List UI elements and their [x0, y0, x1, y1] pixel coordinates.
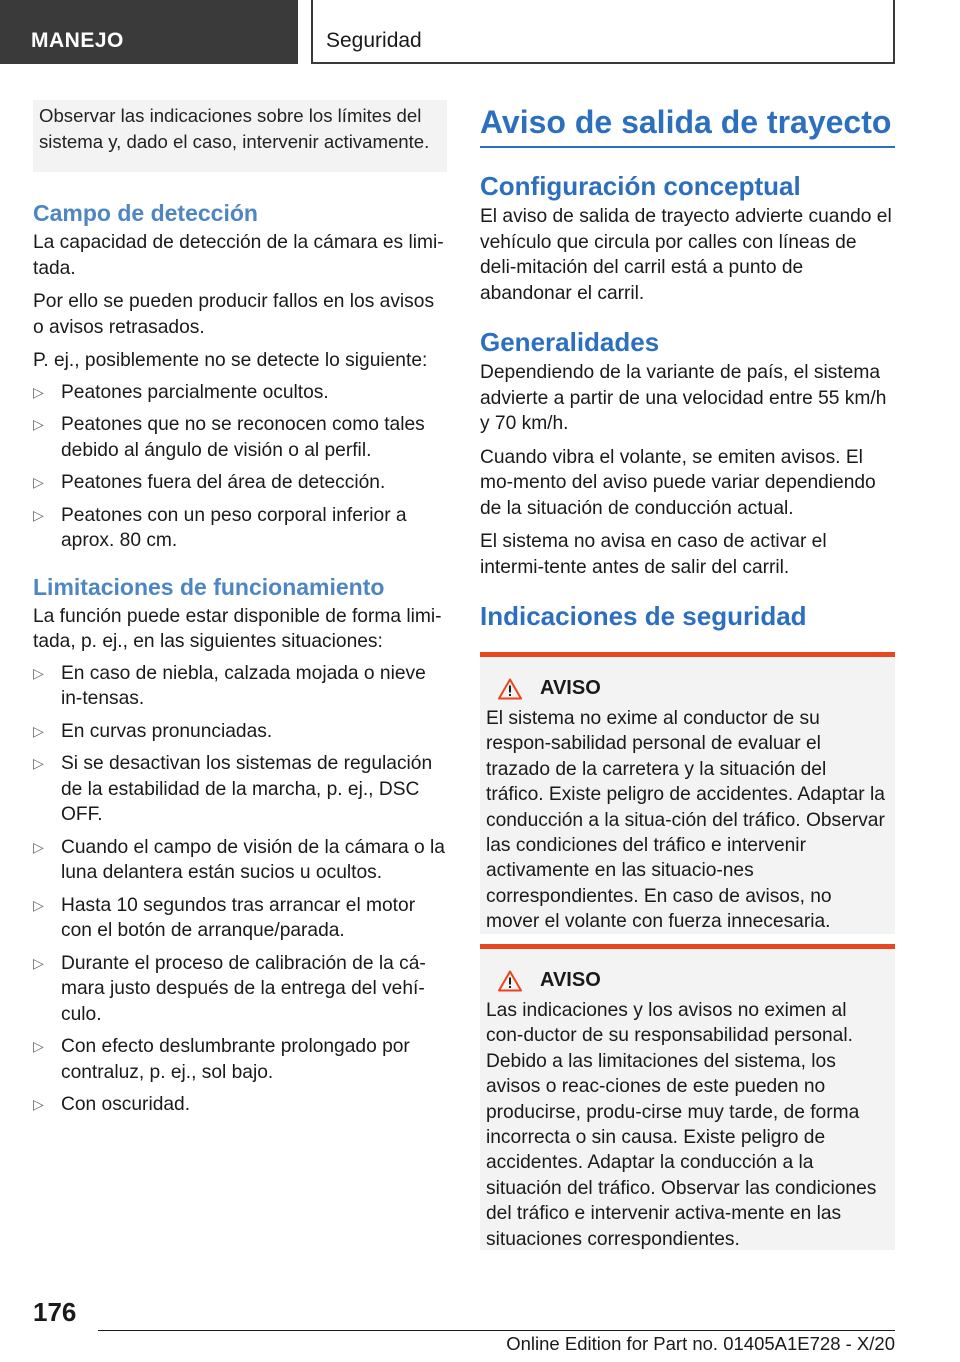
warning-header: [486, 969, 887, 992]
triangle-right-outline-icon: ▷: [33, 383, 44, 400]
list-item: ▷ Hasta 10 segundos tras arrancar el motor con el botón de arranque/parada.: [33, 894, 416, 941]
detection-paragraph-3: P. ej., posiblemente no se detecte lo siguiente:: [33, 350, 428, 371]
safety-heading: Indicaciones de seguridad: [480, 601, 807, 631]
warning-box-1: [480, 652, 895, 934]
edition-text: Online Edition for Part no. 01405A1E728 - X/20: [506, 1333, 895, 1354]
list-item: ▷ Peatones que no se reconocen como tales debido al ángulo de visión o al perfil.: [33, 414, 425, 461]
general-paragraph-1: Dependiendo de la variante de país, el sistema advierte a partir de una velocidad entre 55 km/h y 70 km/h.: [480, 362, 887, 434]
list-item: ▷ En curvas pronunciadas.: [33, 719, 447, 745]
warning-box-2: [480, 944, 895, 1250]
list-item: ▷ Con efecto deslumbrante prolongado por contraluz, p. ej., sol bajo.: [33, 1036, 410, 1083]
section-tab: [0, 0, 298, 64]
triangle-right-outline-icon: ▷: [33, 896, 44, 913]
concept-heading: Configuración conceptual: [480, 171, 801, 201]
general-paragraph-2: Cuando vibra el volante, se emiten avisos. El mo-mento del aviso puede variar dependiendo de la situación de conducción actual.: [480, 446, 876, 519]
list-item: ▷ Peatones fuera del área de detección.: [33, 470, 447, 496]
warning-triangle-icon: [498, 678, 522, 700]
triangle-right-outline-icon: ▷: [33, 474, 44, 490]
general-heading: Generalidades: [480, 327, 660, 357]
list-item: ▷ Durante el proceso de calibración de la cá-mara justo después de la entrega del vehí-culo.: [33, 952, 426, 1025]
detection-list: [33, 380, 447, 554]
limits-heading: Limitaciones de funcionamiento: [33, 573, 385, 600]
section-label: MANEJO: [31, 29, 124, 52]
chapter-label: Seguridad: [326, 29, 422, 52]
detection-paragraph-2: Por ello se pueden producir fallos en los avisos o avisos retrasados.: [33, 291, 435, 338]
warning-triangle-icon: [498, 970, 522, 992]
footer-divider: [98, 1330, 895, 1331]
title-divider: [480, 146, 895, 148]
info-note-text: Observar las indicaciones sobre los límites del sistema y, dado el caso, intervenir activamente.: [39, 105, 430, 152]
list-item: ▷ Peatones parcialmente ocultos.: [33, 380, 447, 406]
warning-label: AVISO: [540, 969, 601, 991]
main-section-title: Aviso de salida de trayecto: [480, 104, 892, 140]
list-item: ▷ Peatones con un peso corporal inferior a aprox. 80 cm.: [33, 504, 407, 551]
page-number: 176: [33, 1297, 77, 1327]
warning-text: Las indicaciones y los avisos no eximen al con-ductor de su responsabilidad personal. Debido a las limitaciones del sistema, los avisos o reac-ciones de este pueden no producirse, produ-cirse muy tarde, de forma incorrecta o sin causa. Existe peligro de accidentes. Adaptar la conducción a la situación del tráfico. Observar las condiciones del tráfico e intervenir activa-mente en las situaciones correspondientes.: [486, 1000, 877, 1250]
left-column: [33, 198, 447, 1118]
general-paragraph-3: El sistema no avisa en caso de activar el intermi-tente antes de salir del carril.: [480, 531, 827, 578]
triangle-right-outline-icon: ▷: [33, 1038, 44, 1054]
detection-paragraph-1: La capacidad de detección de la cámara es limi-tada.: [33, 232, 444, 279]
warning-label: AVISO: [540, 677, 601, 699]
list-item: ▷ Cuando el campo de visión de la cámara o la luna delantera están sucios u ocultos.: [33, 836, 445, 883]
triangle-right-outline-icon: ▷: [33, 755, 44, 771]
footer-edition: [400, 1333, 895, 1355]
warning-text: El sistema no exime al conductor de su respon-sabilidad personal de evaluar el trazado de la carretera y la situación del tráfico. Existe peligro de accidentes. Adaptar la conducción a la situa-ción del tráfico. Observar las condiciones del tráfico e intervenir activamente en las situacio-nes correspondientes. En caso de avisos, no mover el volante con fuerza innecesaria.: [486, 708, 885, 933]
triangle-right-outline-icon: ▷: [33, 838, 44, 855]
limits-list: [33, 661, 447, 1118]
chapter-tab: [311, 0, 895, 64]
list-item: ▷ Si se desactivan los sistemas de regulación de la estabilidad de la marcha, p. ej., DSC OFF.: [33, 753, 433, 825]
triangle-right-outline-icon: ▷: [33, 722, 44, 739]
detection-heading: Campo de detección: [33, 200, 258, 226]
info-note-box: [33, 100, 447, 172]
right-column: [480, 102, 895, 632]
triangle-right-outline-icon: ▷: [33, 664, 44, 681]
list-item: ▷ Con oscuridad.: [33, 1092, 447, 1118]
triangle-right-outline-icon: ▷: [33, 416, 44, 432]
triangle-right-outline-icon: ▷: [33, 1096, 44, 1112]
triangle-right-outline-icon: ▷: [33, 954, 44, 971]
list-item: ▷ En caso de niebla, calzada mojada o nieve in-tensas.: [33, 662, 426, 709]
triangle-right-outline-icon: ▷: [33, 506, 44, 523]
warning-header: [486, 677, 887, 700]
concept-paragraph: El aviso de salida de trayecto advierte cuando el vehículo que circula por calles con líneas de deli-mitación del carril está a punto de abandonar el carril.: [480, 206, 892, 304]
limits-paragraph: La función puede estar disponible de forma limi-tada, p. ej., en las siguientes situaciones:: [33, 605, 442, 652]
